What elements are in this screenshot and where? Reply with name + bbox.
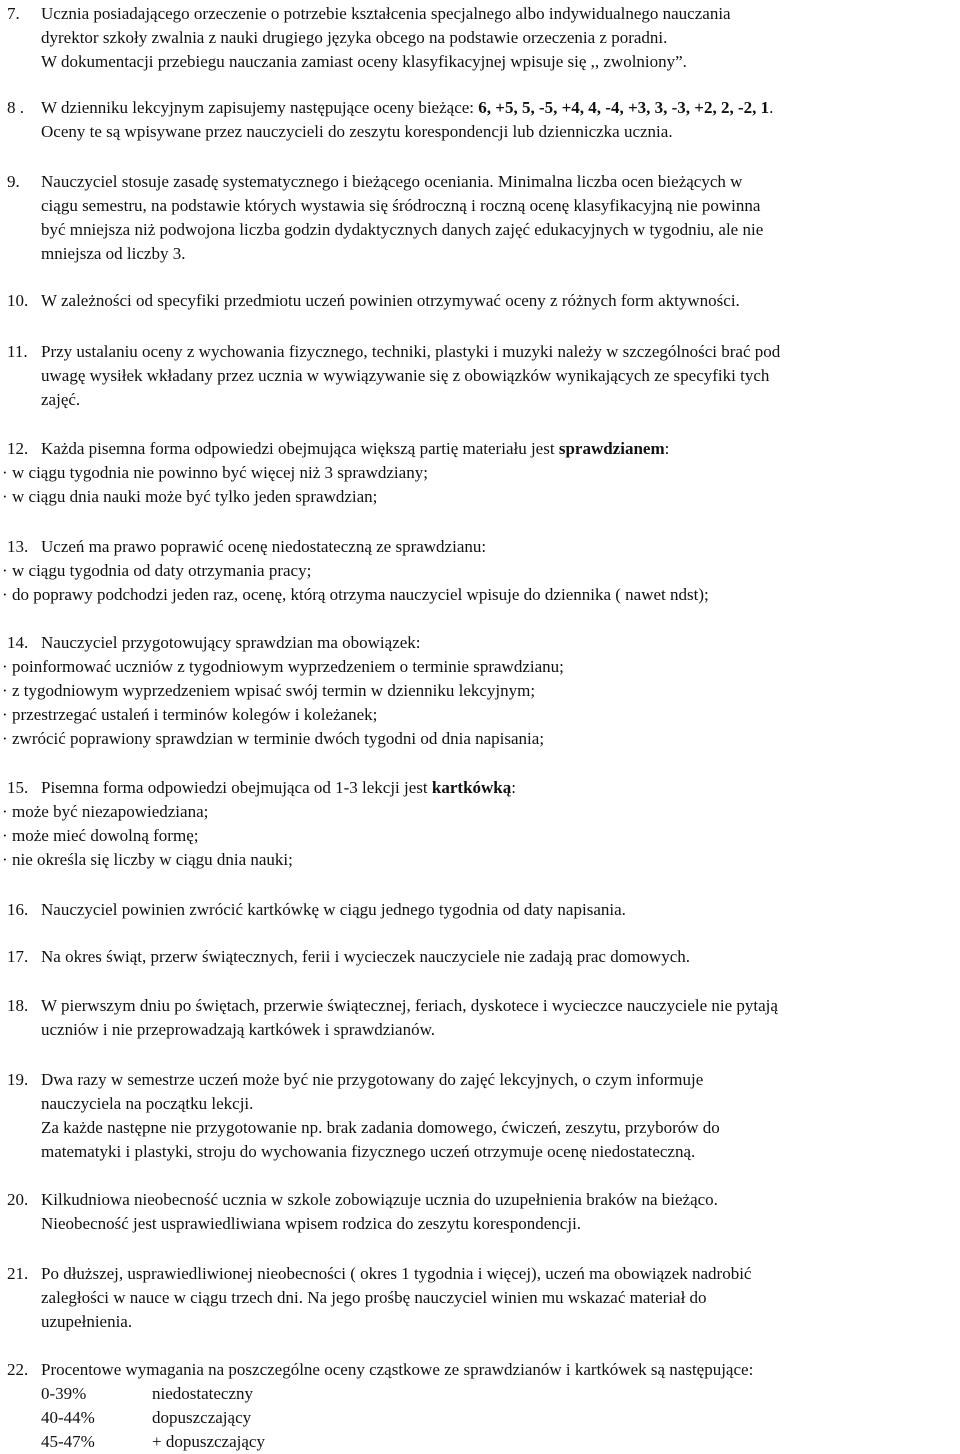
text-line: Dwa razy w semestrze uczeń może być nie przygotowany do zajęć lekcyjnych, o czym informuje <box>41 1070 704 1089</box>
text-line: Po dłuższej, usprawiedliwionej nieobecności ( okres 1 tygodnia i więcej), uczeń ma obowiązek nadrobić <box>41 1264 752 1283</box>
text-span: : <box>511 778 516 797</box>
item-13 <box>0 535 960 607</box>
text-line: Procentowe wymagania na poszczególne oceny cząstkowe ze sprawdzianów i kartkówek są następujące: <box>41 1360 754 1379</box>
text-line: ciągu semestru, na podstawie których wystawia się śródroczną i roczną ocenę klasyfikacyjną nie powinna <box>41 196 761 215</box>
item-17 <box>0 945 960 969</box>
bold-term: sprawdzianem <box>558 439 665 458</box>
text-line: uzupełnienia. <box>41 1312 133 1331</box>
bullet-text: w ciągu dnia nauki może być tylko jeden sprawdzian; <box>12 487 378 506</box>
item-number: 11. <box>7 342 28 361</box>
item-number: 20. <box>7 1190 29 1209</box>
grades-list: 6, +5, 5, -5, +4, 4, -4, +3, 3, -3, +2, 2, -2, 1 <box>478 98 770 117</box>
item-10 <box>0 289 960 313</box>
bullet-item <box>2 800 960 824</box>
item-number: 17. <box>7 947 29 966</box>
item-number: 19. <box>7 1070 29 1089</box>
item-8 <box>0 96 960 144</box>
text-line: uwagę wysiłek wkładany przez ucznia w wywiązywanie się z obowiązków wynikających ze specyfiki tych <box>41 366 770 385</box>
bullet-item <box>2 559 960 583</box>
text-line: zaległości w nauce w ciągu trzech dni. Na jego prośbę nauczyciel winien mu wskazać materiał do <box>41 1288 707 1307</box>
grade-row <box>41 1430 960 1454</box>
text-line: Za każde następne nie przygotowanie np. brak zadania domowego, ćwiczeń, zeszytu, przyborów do <box>41 1118 720 1137</box>
text-line: Ucznia posiadającego orzeczenie o potrzebie kształcenia specjalnego albo indywidualnego nauczania <box>41 4 731 23</box>
text-span: : <box>664 439 670 458</box>
bullet-text: z tygodniowym wyprzedzeniem wpisać swój termin w dzienniku lekcyjnym; <box>12 681 536 700</box>
text-line: Oceny te są wpisywane przez nauczycieli do zeszytu korespondencji lub dzienniczka ucznia. <box>41 122 673 141</box>
bullet-text: nie określa się liczby w ciągu dnia nauki; <box>12 850 293 869</box>
item-19 <box>0 1068 960 1164</box>
bold-term: kartkówką <box>431 778 512 797</box>
item-16 <box>0 898 960 922</box>
text-line: zajęć. <box>41 390 81 409</box>
bullet-icon: · <box>2 561 8 580</box>
bullet-text: może być niezapowiedziana; <box>12 802 209 821</box>
bullet-icon: · <box>2 657 8 676</box>
bullet-text: zwrócić poprawiony sprawdzian w terminie dwóch tygodni od dnia napisania; <box>12 729 545 748</box>
bullet-icon: · <box>2 463 8 482</box>
grade-label: dopuszczający <box>152 1408 252 1427</box>
item-14 <box>0 631 960 751</box>
grade-row <box>41 1382 960 1406</box>
item-number: 18. <box>7 996 29 1015</box>
bullet-icon: · <box>2 487 8 506</box>
text-line: uczniów i nie przeprowadzają kartkówek i sprawdzianów. <box>41 1020 435 1039</box>
bullet-item <box>2 727 960 751</box>
text-line <box>41 96 960 120</box>
text-span: Pisemna forma odpowiedzi obejmująca od 1-3 lekcji jest <box>41 778 432 797</box>
bullet-item <box>2 824 960 848</box>
bullet-text: przestrzegać ustaleń i terminów kolegów i koleżanek; <box>12 705 378 724</box>
text-line: być mniejsza niż podwojona liczba godzin dydaktycznych danych zajęć edukacyjnych w tygodniu, ale nie <box>41 220 764 239</box>
bullet-text: w ciągu tygodnia nie powinno być więcej niż 3 sprawdziany; <box>12 463 428 482</box>
bullet-text: w ciągu tygodnia od daty otrzymania pracy; <box>12 561 312 580</box>
bullet-icon: · <box>2 802 8 821</box>
text-line: W pierwszym dniu po świętach, przerwie świątecznej, feriach, dyskotece i wycieczce nauczyciele nie pytają <box>41 996 778 1015</box>
bullet-item <box>2 461 960 485</box>
item-number: 16. <box>7 900 29 919</box>
text-line: Nauczyciel stosuje zasadę systematycznego i bieżącego oceniania. Minimalna liczba ocen bieżących w <box>41 172 743 191</box>
item-20 <box>0 1188 960 1236</box>
text-line: W dokumentacji przebiegu nauczania zamiast oceny klasyfikacyjnej wpisuje się ,, zwolniony”. <box>41 52 687 71</box>
bullet-icon: · <box>2 681 8 700</box>
text-span: W dzienniku lekcyjnym zapisujemy następujące oceny bieżące: <box>41 98 479 117</box>
text-line: Kilkudniowa nieobecność ucznia w szkole zobowiązuje ucznia do uzupełnienia braków na bieżąco. <box>41 1190 718 1209</box>
bullet-icon: · <box>2 826 8 845</box>
text-line: Nauczyciel powinien zwrócić kartkówkę w ciągu jednego tygodnia od daty napisania. <box>41 900 626 919</box>
bullet-item <box>2 703 960 727</box>
grade-percent: 40-44% <box>41 1408 95 1427</box>
item-21 <box>0 1262 960 1334</box>
item-number: 13. <box>7 537 29 556</box>
text-line <box>41 437 960 461</box>
item-number: 8 . <box>7 98 24 117</box>
text-span: . <box>769 98 774 117</box>
bullet-text: do poprawy podchodzi jeden raz, ocenę, którą otrzyma nauczyciel wpisuje do dziennika ( nawet ndst); <box>12 585 709 604</box>
item-number: 9. <box>7 172 20 191</box>
text-line: Nieobecność jest usprawiedliwiana wpisem rodzica do zeszytu korespondencji. <box>41 1214 582 1233</box>
bullet-icon: · <box>2 705 8 724</box>
bullet-item <box>2 655 960 679</box>
grade-percent: 0-39% <box>41 1384 87 1403</box>
text-line: Nauczyciel przygotowujący sprawdzian ma obowiązek: <box>41 633 421 652</box>
text-line: Na okres świąt, przerw świątecznych, ferii i wycieczek nauczyciele nie zadają prac domowych. <box>41 947 690 966</box>
text-line <box>41 776 960 800</box>
item-number: 12. <box>7 439 29 458</box>
item-number: 10. <box>7 291 29 310</box>
item-9 <box>0 170 960 266</box>
grade-row <box>41 1406 960 1430</box>
item-22 <box>0 1358 960 1454</box>
text-line: matematyki i plastyki, stroju do wychowania fizycznego uczeń otrzymuje ocenę niedostateczną. <box>41 1142 696 1161</box>
bullet-text: może mieć dowolną formę; <box>12 826 199 845</box>
bullet-icon: · <box>2 585 8 604</box>
item-7 <box>0 2 960 74</box>
text-span: Każda pisemna forma odpowiedzi obejmująca większą partię materiału jest <box>41 439 559 458</box>
bullet-icon: · <box>2 850 8 869</box>
item-number: 14. <box>7 633 29 652</box>
item-11 <box>0 340 960 412</box>
text-line: mniejsza od liczby 3. <box>41 244 186 263</box>
item-18 <box>0 994 960 1042</box>
text-line: Przy ustalaniu oceny z wychowania fizycznego, techniki, plastyki i muzyki należy w szczególności brać pod <box>41 342 781 361</box>
item-number: 21. <box>7 1264 29 1283</box>
item-number: 15. <box>7 778 29 797</box>
item-number: 7. <box>7 4 20 23</box>
grade-label: + dopuszczający <box>152 1432 265 1451</box>
grade-percent: 45-47% <box>41 1432 95 1451</box>
text-line: dyrektor szkoły zwalnia z nauki drugiego języka obcego na podstawie orzeczenia z poradni. <box>41 28 668 47</box>
bullet-text: poinformować uczniów z tygodniowym wyprzedzeniem o terminie sprawdzianu; <box>12 657 564 676</box>
bullet-item <box>2 679 960 703</box>
bullet-icon: · <box>2 729 8 748</box>
item-15 <box>0 776 960 872</box>
bullet-item <box>2 583 960 607</box>
text-line: W zależności od specyfiki przedmiotu uczeń powinien otrzymywać oceny z różnych form aktywności. <box>41 291 740 310</box>
bullet-item <box>2 485 960 509</box>
item-12 <box>0 437 960 509</box>
text-line: Uczeń ma prawo poprawić ocenę niedostateczną ze sprawdzianu: <box>41 537 487 556</box>
item-number: 22. <box>7 1360 29 1379</box>
bullet-item <box>2 848 960 872</box>
grade-label: niedostateczny <box>152 1384 254 1403</box>
text-line: nauczyciela na początku lekcji. <box>41 1094 254 1113</box>
